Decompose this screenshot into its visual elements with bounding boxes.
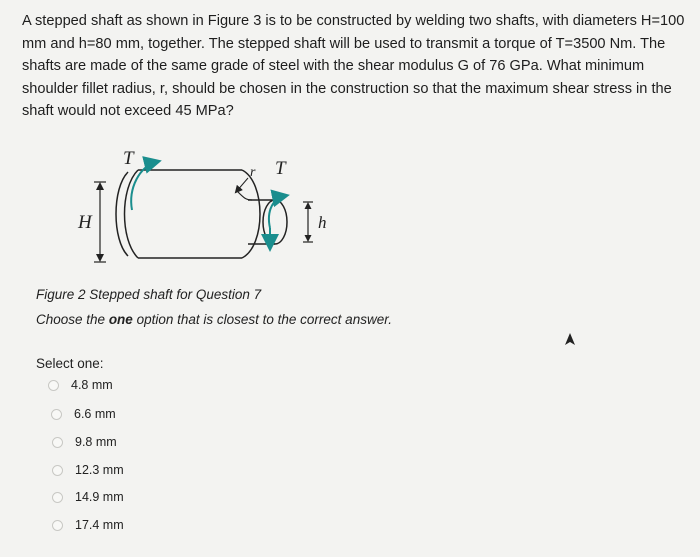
instruction-text bbox=[36, 312, 392, 327]
option-label: 12.3 mm bbox=[75, 463, 124, 477]
instruction-prefix: Choose the bbox=[36, 312, 109, 327]
option-label: 14.9 mm bbox=[75, 490, 124, 504]
option-label: 6.6 mm bbox=[74, 407, 116, 421]
label-large-diameter: H bbox=[78, 212, 92, 233]
radio-button-icon[interactable] bbox=[52, 492, 63, 503]
label-torque-right: T bbox=[275, 158, 286, 179]
option-6[interactable] bbox=[52, 518, 124, 532]
option-4[interactable] bbox=[52, 463, 124, 477]
option-3[interactable] bbox=[52, 435, 117, 449]
question-text: A stepped shaft as shown in Figure 3 is to be constructed by welding two shafts, with diameters H=100 mm and h=80 mm, together. The stepped shaft will be used to transmit a torque of T=3500 Nm. The shafts are made of the same grade of steel with the shear modulus G of 76 GPa. What minimum shoulder fillet radius, r, should be chosen in the construction so that the maximum shear stress in the shaft would not exceed 45 MPa? bbox=[22, 13, 685, 119]
select-one-label: Select one: bbox=[36, 356, 104, 371]
radio-button-icon[interactable] bbox=[52, 465, 63, 476]
radio-button-icon[interactable] bbox=[48, 380, 59, 391]
figure-caption: Figure 2 Stepped shaft for Question 7 bbox=[36, 287, 262, 302]
option-2[interactable] bbox=[51, 407, 116, 421]
stepped-shaft-figure bbox=[70, 148, 360, 273]
label-fillet-radius: r bbox=[250, 165, 256, 180]
instruction-suffix: option that is closest to the correct answer. bbox=[132, 312, 392, 327]
option-label: 17.4 mm bbox=[75, 518, 124, 532]
label-torque-left: T bbox=[123, 148, 134, 169]
radio-button-icon[interactable] bbox=[52, 520, 63, 531]
radio-button-icon[interactable] bbox=[52, 437, 63, 448]
option-5[interactable] bbox=[52, 490, 124, 504]
option-label: 4.8 mm bbox=[71, 378, 113, 392]
mouse-pointer-icon bbox=[564, 332, 576, 351]
label-small-diameter: h bbox=[318, 213, 327, 232]
radio-button-icon[interactable] bbox=[51, 409, 62, 420]
instruction-emphasis: one bbox=[108, 312, 133, 327]
option-1[interactable] bbox=[48, 378, 113, 392]
option-label: 9.8 mm bbox=[75, 435, 117, 449]
